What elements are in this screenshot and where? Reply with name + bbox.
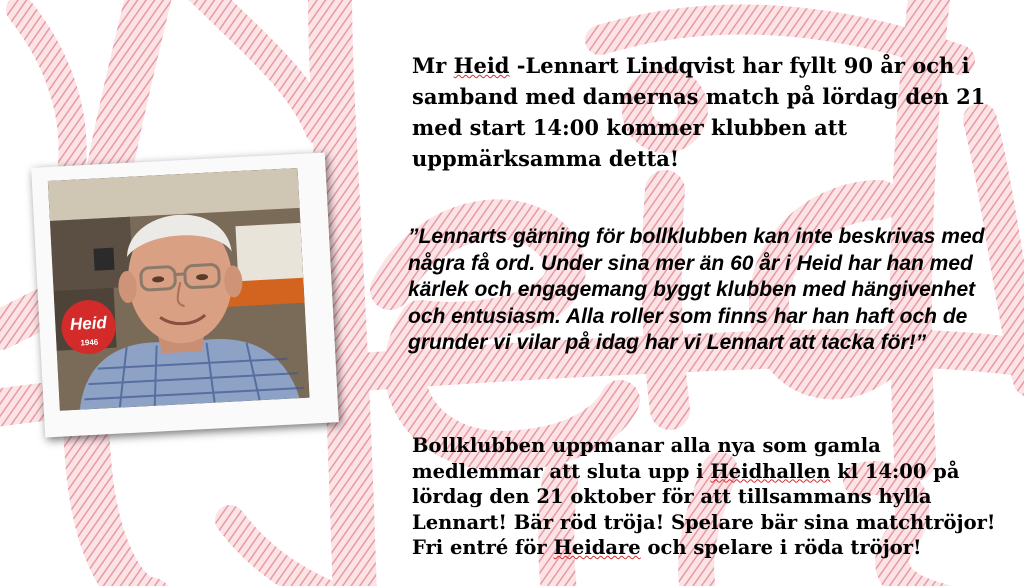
tribute-quote xyxy=(408,224,988,357)
announcement-heading xyxy=(412,50,1012,174)
p3-word-heidare: Heidare xyxy=(553,536,641,559)
p3-place-heidhallen: Heidhallen xyxy=(710,459,831,483)
p3-text-1: Bollklubben uppmanar alla nya som gamla medlemmar att sluta upp i xyxy=(412,434,881,483)
invitation-paragraph xyxy=(412,433,1012,561)
p1-text-2: -Lennart Lindqvist har fyllt 90 år och i samband med damernas match på lördag den 21 med start 14:00 kommer klubben att uppmärksamma detta! xyxy=(412,53,986,171)
p3-text-3: och spelare i röda tröjor! xyxy=(640,536,922,559)
p3-text-2: kl 14:00 på lördag den 21 oktober för att tillsammans hylla Lennart! Bär röd tröja! Spelare bär sina matchtröjor! Fri entré för xyxy=(412,459,996,559)
quote-text: ”Lennarts gärning för bollklubben kan inte beskrivas med några få ord. Under sina mer än 60 år i Heid har han med kärlek och engagemang byggt klubben med hängivenhet och entusiasm. Alla roller som finns har han haft och de grunder vi vilar på idag har vi Lennart att tacka för!” xyxy=(408,225,985,354)
portrait-photo xyxy=(48,168,310,411)
p1-text-1: Mr xyxy=(412,53,454,78)
polaroid-photo-frame xyxy=(31,152,339,437)
p1-name-heid: Heid xyxy=(453,53,510,78)
heid-logo-year: 1946 xyxy=(80,337,99,348)
heid-logo-text: Heid xyxy=(69,313,108,335)
